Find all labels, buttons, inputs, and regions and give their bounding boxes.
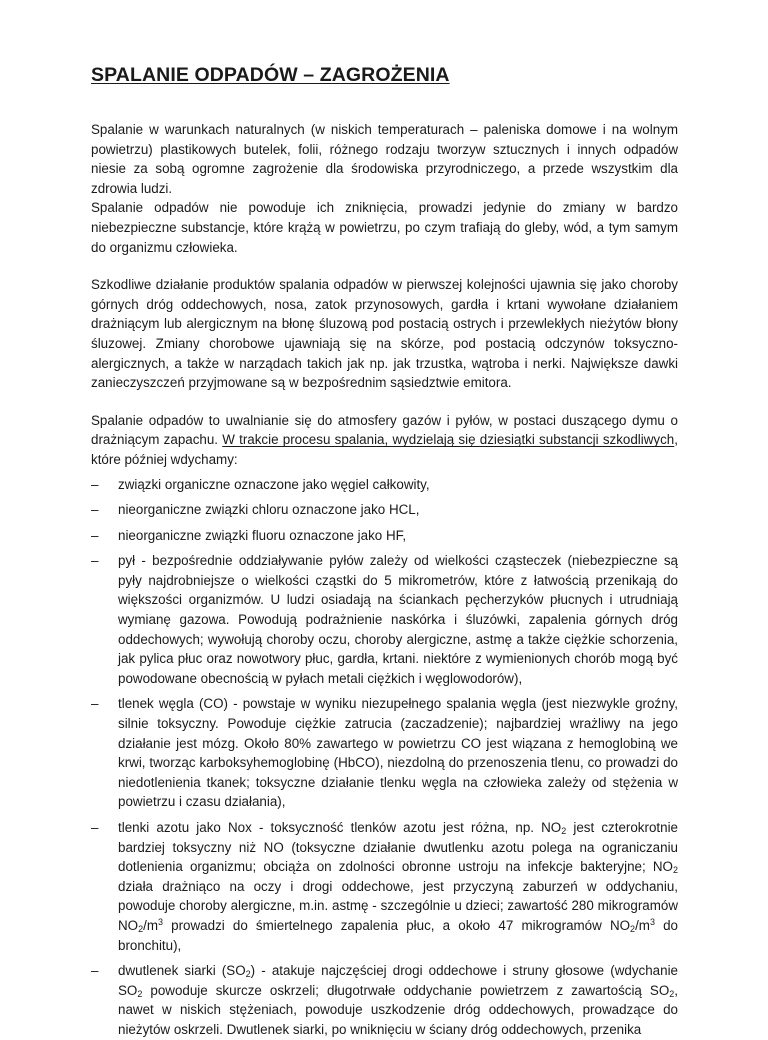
list-item-dust <box>91 551 678 688</box>
list-item-text: nieorganiczne związki fluoru oznaczone jako HF, <box>118 527 407 543</box>
so2-text-b: ) - atakuje najczęściej drogi oddechowe i struny głosowe (wdychanie SO <box>118 963 678 998</box>
subscript-2: 2 <box>561 826 567 836</box>
list-item-text: związki organiczne oznaczone jako węgiel całkowity, <box>118 476 430 492</box>
emissions-text-a: Spalanie odpadów to uwalnianie się do atmosfery gazów i pyłów, w postaci duszącego dymu o drażniącym zapachu. <box>91 412 678 448</box>
nox-text-f: /m <box>635 917 650 933</box>
list-item-text: tlenek węgla (CO) - powstaje w wyniku niezupełnego spalania węgla (jest niezwykle groźny, silnie toksyczny. Powoduje ciężkie zatrucia (zaczadzenie); najbardziej wrażliwy na jego działanie jest mózg. Około 80% zawartego w powietrzu CO jest wiązana z hemoglobiną we krwi, tworząc karboksyhemoglobinę (HbCO), niezdolną do przenoszenia tlenu, co prowadzi do niedotlenienia tkanek; toksyczne działanie tlenku węgla na człowieka zależy od stężenia w powietrzu i czasu działania), <box>118 696 678 810</box>
list-item-text: nieorganiczne związki chloru oznaczone jako HCL, <box>118 502 420 518</box>
list-item-text <box>118 963 678 1037</box>
dash-bullet: – <box>91 553 99 569</box>
paragraph-health-effects: Szkodliwe działanie produktów spalania odpadów w pierwszej kolejności ujawnia się jako choroby górnych dróg oddechowych, nosa, zatok przynosowych, gardła i krtani wywołane działaniem drażniącym lub alergicznym na błonę śluzową pod postacią ostrych i przewlekłych nieżytów błony śluzowej. Zmiany chorobowe ujawniają się na skórze, pod postacią odczynów toksyczno-alergicznych, a także w narządach takich jak np. jak trzustka, wątroba i nerki. Największe dawki zanieczyszczeń przyjmowane są w bezpośrednim sąsiedztwie emitora. <box>91 277 678 391</box>
list-item-organic-compounds <box>91 475 678 495</box>
nox-text-a: tlenki azotu jako Nox - toksyczność tlenków azotu jest różna, np. NO <box>118 820 562 835</box>
list-item-fluorine <box>91 526 678 546</box>
dash-bullet: – <box>91 820 99 835</box>
list-item-text: pył - bezpośrednie oddziaływanie pyłów zależy od wielkości cząsteczek (niebezpieczne są pyły najdrobniejsze o wielkości cząstki do 5 mikrometrów, które z łatwością przenikają do większości organizmów. U ludzi osiadają na ściankach pęcherzyków płucnych i utrudniają wymianę gazowa. Powodują podrażnienie naskórka i śluzówki, zapalenia górnych dróg oddechowych; wywołują choroby oczu, choroby alergiczne, astmę a także ciężkie schorzenia, jak pylica płuc oraz nowotwory płuc, gardła, krtani. niektóre z wymienionych chorób mogą być powodowane obecnością w pyłach metali ciężkich i węglowodorów), <box>118 553 678 686</box>
nox-text-g: do bronchitu), <box>118 917 678 953</box>
subscript-2: 2 <box>245 969 251 980</box>
so2-text-a: dwutlenek siarki (SO <box>118 963 246 979</box>
subscript-2: 2 <box>630 923 636 934</box>
nox-text-b: jest czterokrotnie bardziej toksyczny niż NO (toksyczne działanie dwutlenku azotu polega na ograniczaniu dotlenienia organizmu; obciąża on zdolności obronne ustroju na infekcje bakteryjne; NO <box>118 820 679 875</box>
subscript-2: 2 <box>672 865 678 876</box>
list-item-sulfur-dioxide <box>91 961 678 1039</box>
so2-text-c: powoduje skurcze oskrzeli; długotrwałe oddychanie powietrzem z zawartością SO <box>142 982 670 998</box>
nox-text-d: /m <box>143 917 158 933</box>
paragraph-intro: Spalanie w warunkach naturalnych (w niskich temperaturach – paleniska domowe i na wolnym powietrzu) plastikowych butelek, folii, różnego rodzaju tworzyw sztucznych i innych odpadów niesie za sobą ogromne zagrożenie dla środowiska przyrodniczego, a przede wszystkim dla zdrowia ludzi. <box>91 122 678 196</box>
nox-text-e: prowadzi do śmiertelnego zapalenia płuc, a około 47 mikrogramów NO <box>163 917 631 933</box>
subscript-2: 2 <box>138 923 144 934</box>
emissions-text-b: , które później wdychamy: <box>91 432 678 467</box>
so2-text-d: , nawet w niskich stężeniach, powoduje uszkodzenie dróg oddechowych, prowadzące do nieżytów oskrzeli. Dwutlenek siarki, po wniknięciu w ściany dróg oddechowych, przenika <box>118 982 678 1037</box>
superscript-3: 3 <box>157 916 163 927</box>
list-item-text <box>118 820 678 953</box>
subscript-2: 2 <box>669 988 675 999</box>
dash-bullet: – <box>91 527 99 543</box>
list-item-chlorine <box>91 500 678 520</box>
dash-bullet: – <box>91 963 99 979</box>
dash-bullet: – <box>91 696 99 712</box>
list-item-carbon-monoxide <box>91 694 678 812</box>
list-item-nitrogen-oxides <box>91 818 678 955</box>
dash-bullet: – <box>91 476 99 492</box>
paragraph-no-disappearance: Spalanie odpadów nie powoduje ich zniknięcia, prowadzi jedynie do zmiany w bardzo niebezpieczne substancje, które krążą w powietrzu, po czym trafiają do gleby, wód, a tym samym do organizmu człowieka. <box>91 200 678 255</box>
subscript-2: 2 <box>137 988 143 999</box>
superscript-3: 3 <box>649 916 655 927</box>
substances-list <box>91 475 678 1040</box>
page-title: SPALANIE ODPADÓW – ZAGROŻENIA <box>91 64 450 86</box>
emissions-underlined-text: W trakcie procesu spalania, wydzielają się dziesiątki substancji szkodliwych <box>222 432 675 448</box>
dash-bullet: – <box>91 502 99 518</box>
paragraph-emissions <box>91 411 678 470</box>
nox-text-c: działa drażniąco na oczy i drogi oddechowe, jest przyczyną zaburzeń w oddychaniu, powoduje choroby alergiczne, m.in. astmę - szczególnie u dzieci; zawartość 280 mikrogramów NO <box>118 878 678 933</box>
